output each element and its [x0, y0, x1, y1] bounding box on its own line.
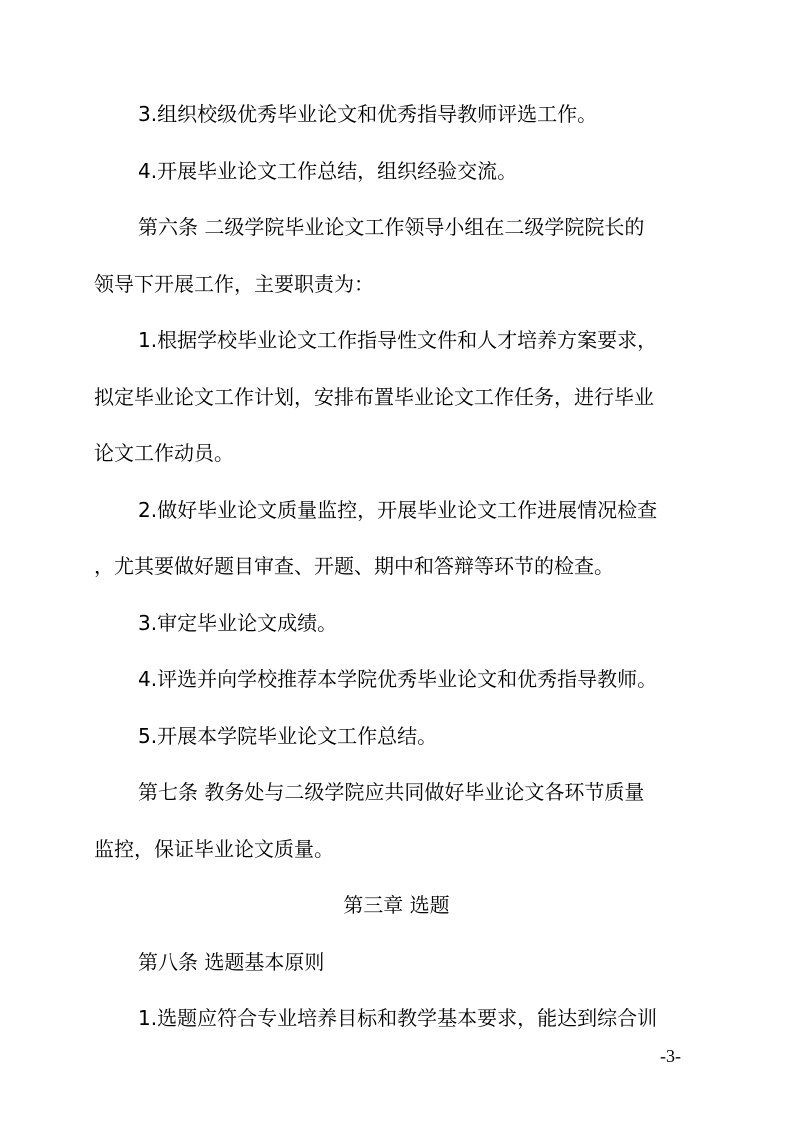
article-seven-heading-line: 第七条 教务处与二级学院应共同做好毕业论文各环节质量 [138, 780, 645, 804]
paragraph-line: 1.根据学校毕业论文工作指导性文件和人才培养方案要求， [138, 328, 658, 352]
paragraph-line: ，尤其要做好题目审查、开题、期中和答辩等环节的检查。 [94, 554, 614, 578]
chapter-title: 第三章 选题 [343, 893, 450, 917]
paragraph-line: 4.开展毕业论文工作总结，组织经验交流。 [138, 159, 518, 183]
page-number: -3- [660, 1046, 681, 1066]
paragraph-line: 3.审定毕业论文成绩。 [138, 611, 338, 635]
paragraph-line: 监控，保证毕业论文质量。 [94, 837, 334, 861]
paragraph-line: 5.开展本学院毕业论文工作总结。 [138, 724, 438, 748]
paragraph-line: 1.选题应符合专业培养目标和教学基本要求，能达到综合训 [138, 1006, 658, 1030]
article-eight-heading-line: 第八条 选题基本原则 [138, 950, 325, 974]
article-six-heading-line: 第六条 二级学院毕业论文工作领导小组在二级学院院长的 [138, 215, 645, 239]
paragraph-line: 4.评选并向学校推荐本学院优秀毕业论文和优秀指导教师。 [138, 667, 658, 691]
paragraph-line: 拟定毕业论文工作计划，安排布置毕业论文工作任务，进行毕业 [94, 385, 654, 409]
paragraph-line: 2.做好毕业论文质量监控，开展毕业论文工作进展情况检查 [138, 498, 658, 522]
paragraph-line: 领导下开展工作，主要职责为： [94, 272, 374, 296]
paragraph-line: 论文工作动员。 [94, 441, 234, 465]
paragraph-line: 3.组织校级优秀毕业论文和优秀指导教师评选工作。 [138, 102, 598, 126]
